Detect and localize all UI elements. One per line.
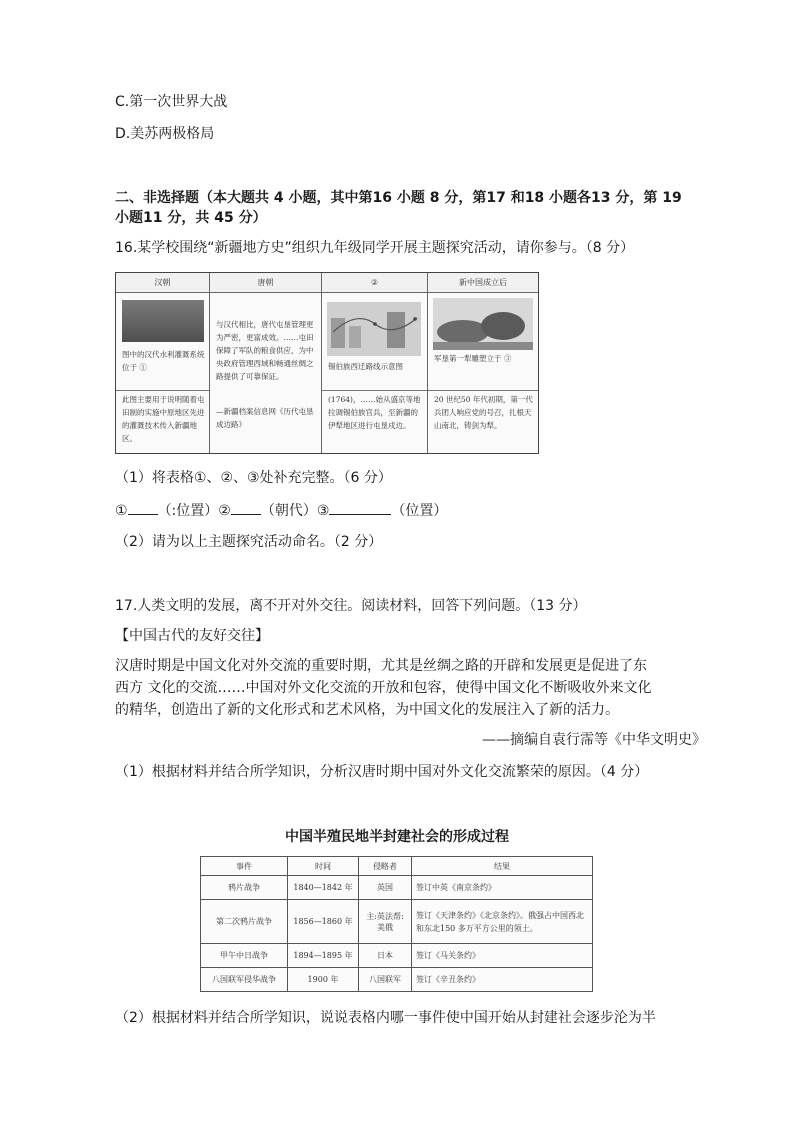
cell-result: 签订《马关条约》 [412,944,593,968]
exhibit-col-prc [428,292,538,453]
section-heading-line2: 小题11 分，共 45 分） [115,210,267,226]
q17-subquestion-1: （1）根据材料并结合所学知识，分析汉唐时期中国对外文化交流繁荣的原因。（4 分） [115,764,649,780]
cell-invader: 日本 [359,944,412,968]
exhibit-header-prc: 新中国成立后 [428,273,538,293]
exhibit-col-tang [210,292,322,453]
material-line-3: 的精华，创造出了新的文化形式和艺术风格，为中国文化的发展注入了新的活力。 [115,702,619,718]
exhibit-col-han [116,292,210,453]
answer-blank-3[interactable] [329,500,391,515]
cell-invader: 英国 [359,876,412,900]
option-c: C.第一次世界大战 [115,94,228,110]
exhibit-col4-caption: 军垦第一犁雕塑立于 ③ [434,354,512,363]
xibe-migration-map [327,302,421,356]
answer-blank-1[interactable] [128,500,158,515]
table-row [201,876,593,900]
irrigation-photo [122,300,204,342]
exhibit-col2-source: —新疆档案信息网《历代屯垦成边路》 [216,407,314,429]
cell-result: 签订中英《南京条约》 [412,876,593,900]
col-header-invader: 侵略者 [359,857,412,876]
question-16-stem: 16.某学校围绕“新疆地方史”组织九年级同学开展主题探究活动，请你参与。（8 分） [115,240,635,256]
cell-time: 1900 年 [288,968,359,992]
material-source: ——摘编自袁行霈等《中华文明史》 [482,732,706,748]
blank-1-hint: （:位置）② [157,503,231,519]
cell-event: 第二次鸦片战争 [201,900,288,944]
blank-3-hint: （位置） [391,503,448,519]
exhibit-col-2 [322,292,428,453]
table-title: 中国半殖民地半封建社会的形成过程 [285,829,509,845]
cell-result: 签订《天津条约》《北京条约》。俄强占中国西北和东北150 多万平方公里的领土。 [412,900,593,944]
cell-result: 签订《辛丑条约》 [412,968,593,992]
blank-2-hint: （朝代）③ [260,503,330,519]
exhibit-col3-caption: 锡伯族西迁路线示意图 [328,362,403,371]
exhibit-header-blank-2: ② [322,273,428,293]
material-line-1: 汉唐时期是中国文化对外交流的重要时期，尤其是丝绸之路的开辟和发展更是促进了东 [115,658,647,674]
exhibit-col4-text: 20 世纪50 年代初期，第一代兵团人响应党的号召，扎根天山南北，铸剑为犁。 [434,395,533,430]
cell-invader: 主:英法帮:美俄 [359,900,412,944]
table-row [201,944,593,968]
material-title: 【中国古代的友好交往】 [115,628,269,644]
cell-event: 甲午中日战争 [201,944,288,968]
history-table [200,856,593,992]
table-row [201,900,593,944]
cell-time: 1840—1842 年 [288,876,359,900]
cell-time: 1894—1895 年 [288,944,359,968]
q16-exhibit-table [115,272,539,454]
option-d: D.美苏两极格局 [115,126,215,142]
exhibit-col3-text: (1764)，……始从盛京等地拉调锡伯族官兵，至新疆的伊犁地区进行屯垦戍边。 [328,395,421,430]
exhibit-col1-caption: 图中的汉代水利灌溉系统位于 ① [122,350,205,372]
exhibit-col1-text: 此图主要用于说明随着屯田制的实施中原地区先进的灌溉技术传入新疆地区。 [122,395,205,443]
cell-invader: 八国联军 [359,968,412,992]
col-header-result: 结果 [412,857,593,876]
exhibit-header-han: 汉朝 [116,273,210,293]
cell-event: 鸦片战争 [201,876,288,900]
section-heading-line1: 二、非选择题（本大题共 4 小题，其中第16 小题 8 分，第17 和18 小题各13 分，第 19 [115,190,682,206]
material-line-2: 西方 文化的交流……中国对外文化交流的开放和包容，使得中国文化不断吸收外来文化 [115,680,652,696]
q16-subquestion-1: （1）将表格①、②、③处补充完整。（6 分） [115,470,392,486]
cell-event: 八国联军侵华战争 [201,968,288,992]
answer-blank-2[interactable] [231,500,261,515]
exhibit-col2-text: 与汉代相比，唐代屯垦管理更为严密，更富成效。……屯田保障了军队的粮食供应，为中央政府管理西域和畅通丝绸之路提供了可靠保证。 [216,320,314,381]
question-17-stem: 17.人类文明的发展，离不开对外交往。阅读材料，回答下列问题。（13 分） [115,598,587,614]
col-header-time: 时间 [288,857,359,876]
cell-time: 1856—1860 年 [288,900,359,944]
q16-subquestion-2: （2）请为以上主题探究活动命名。（2 分） [115,534,383,550]
q17-subquestion-2: （2）根据材料并结合所学知识，说说表格内哪一事件使中国开始从封建社会逐步沦为半 [115,1010,656,1026]
blank-1-number: ① [115,503,128,519]
q16-fill-line [115,500,447,521]
col-header-event: 事件 [201,857,288,876]
plough-sculpture-photo [433,298,533,350]
table-row [201,968,593,992]
exhibit-header-tang: 唐朝 [210,273,322,293]
